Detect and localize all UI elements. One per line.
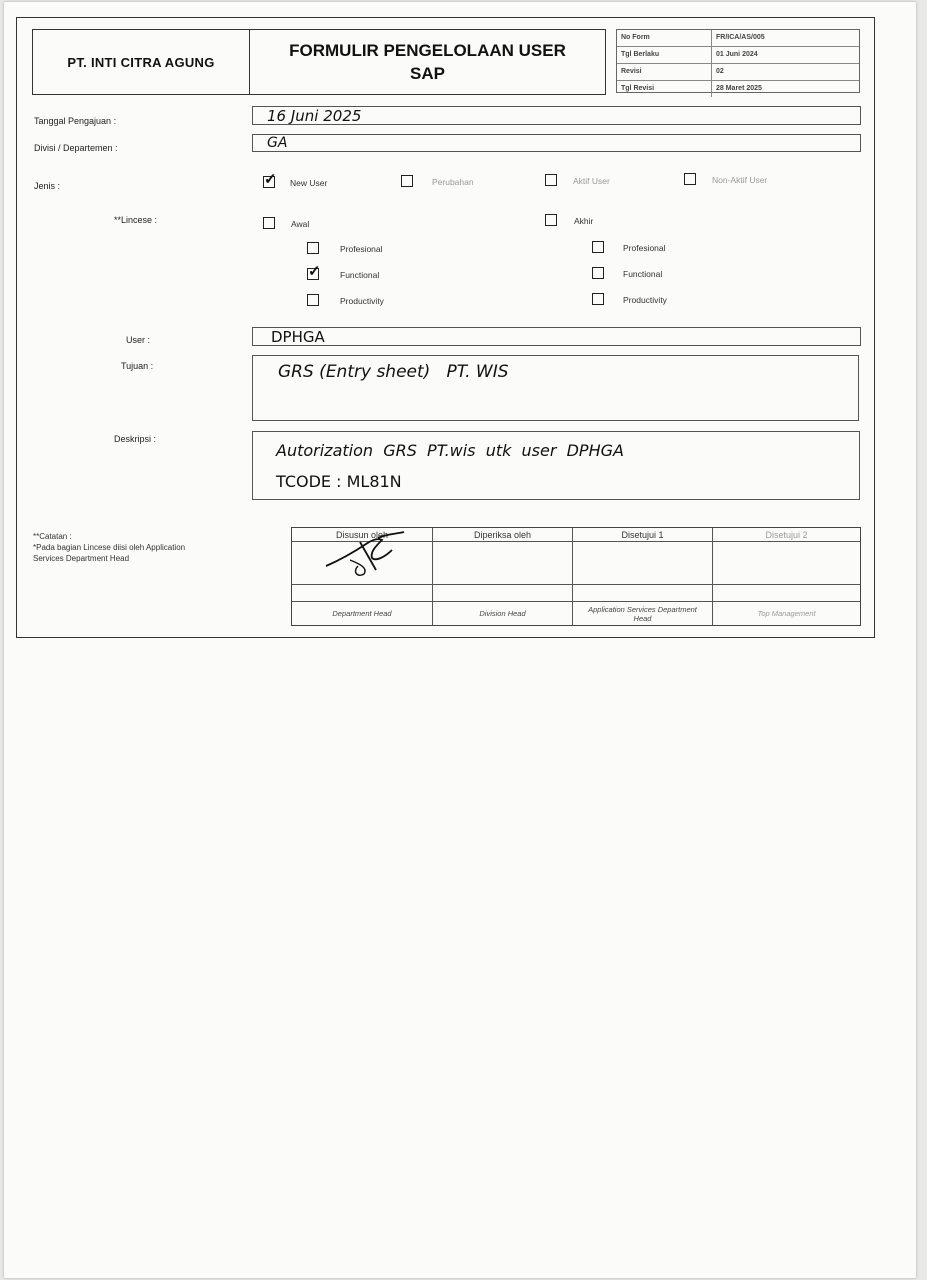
jenis-aktif-user-label: Aktif User [573, 176, 610, 186]
lincese-akhir-label: Akhir [574, 216, 594, 226]
user-value: DPHGA [271, 328, 325, 346]
user-field[interactable] [252, 327, 861, 346]
deskripsi-field[interactable] [252, 431, 860, 500]
company-name: PT. INTI CITRA AGUNG [32, 29, 250, 95]
lincese-awal-label: Awal [291, 219, 310, 229]
handwritten-signature [320, 530, 410, 580]
akhir-functional-label: Functional [623, 269, 663, 279]
tanggal-field[interactable] [252, 106, 861, 125]
awal-profesional-checkbox[interactable] [307, 242, 319, 254]
deskripsi-line-2: TCODE : ML81N [276, 472, 402, 491]
notes [33, 531, 185, 564]
notes-line-2: Services Department Head [33, 554, 130, 563]
sig-spacer [433, 585, 573, 602]
akhir-productivity-checkbox[interactable] [592, 293, 604, 305]
sig-header: Disetujui 2 [713, 528, 860, 542]
meta-value: 01 Juni 2024 [716, 51, 758, 58]
checkmark-icon: ✓ [308, 263, 321, 280]
awal-productivity-checkbox[interactable] [307, 294, 319, 306]
meta-value: 02 [716, 68, 724, 75]
sig-header: Disetujui 1 [573, 528, 713, 542]
meta-key: Revisi [617, 64, 712, 80]
jenis-new-user-checkbox[interactable] [263, 171, 277, 188]
awal-profesional-label: Profesional [340, 244, 383, 254]
jenis-new-user-label: New User [290, 178, 328, 188]
sig-role: Division Head [433, 602, 573, 625]
signature-box-3[interactable] [573, 542, 713, 585]
deskripsi-line-1: Autorization GRS PT.wis utk user DPHGA [276, 441, 624, 460]
jenis-perubahan-label: Perubahan [432, 177, 474, 187]
lincese-akhir-checkbox[interactable] [545, 214, 557, 226]
form-title-text: FORMULIR PENGELOLAAN USER SAP [289, 41, 566, 83]
meta-row [617, 30, 859, 47]
lincese-label: **Lincese : [114, 215, 158, 225]
tujuan-label: Tujuan : [121, 361, 154, 371]
sig-role: Department Head [292, 602, 433, 625]
awal-productivity-label: Productivity [340, 296, 384, 306]
form-title [250, 29, 606, 95]
sig-role: Application Services Department Head [573, 602, 713, 625]
signature-box-2[interactable] [433, 542, 573, 585]
awal-functional-checkbox[interactable] [307, 263, 321, 280]
deskripsi-label: Deskripsi : [114, 434, 157, 444]
meta-value: FR/ICA/AS/005 [716, 34, 765, 41]
sig-spacer [713, 585, 860, 602]
lincese-awal-checkbox[interactable] [263, 217, 275, 229]
divisi-label: Divisi / Departemen : [34, 143, 118, 153]
jenis-non-aktif-user-label: Non-Aktif User [712, 175, 768, 185]
signature-table [291, 527, 861, 626]
sig-spacer [573, 585, 713, 602]
meta-key: Tgl Berlaku [617, 47, 712, 63]
tanggal-label: Tanggal Pengajuan : [34, 116, 117, 126]
meta-row [617, 47, 859, 64]
tujuan-field[interactable] [252, 355, 859, 421]
sig-header: Diperiksa oleh [433, 528, 573, 542]
divisi-field[interactable] [252, 134, 861, 152]
meta-value: 28 Maret 2025 [716, 85, 762, 92]
meta-key: No Form [617, 30, 712, 46]
user-label: User : [126, 335, 151, 345]
akhir-profesional-label: Profesional [623, 243, 666, 253]
sig-role: Top Management [757, 609, 816, 618]
akhir-profesional-checkbox[interactable] [592, 241, 604, 253]
notes-title: **Catatan : [33, 532, 72, 541]
sig-header: Disusun oleh [292, 528, 433, 542]
sig-spacer [292, 585, 433, 602]
meta-row [617, 81, 859, 97]
jenis-non-aktif-user-checkbox[interactable] [684, 173, 696, 185]
meta-row [617, 64, 859, 81]
awal-functional-label: Functional [340, 270, 380, 280]
akhir-productivity-label: Productivity [623, 295, 667, 305]
signature-box-4[interactable] [713, 542, 860, 585]
signature-box-1[interactable] [292, 542, 433, 585]
form-meta-table [616, 29, 860, 93]
jenis-aktif-user-checkbox[interactable] [545, 174, 557, 186]
divisi-value: GA [267, 135, 288, 151]
meta-key: Tgl Revisi [617, 81, 712, 97]
akhir-functional-checkbox[interactable] [592, 267, 604, 279]
jenis-label: Jenis : [34, 181, 61, 191]
checkmark-icon: ✓ [264, 171, 277, 188]
jenis-perubahan-checkbox[interactable] [401, 175, 413, 187]
tanggal-value: 16 Juni 2025 [267, 107, 362, 125]
notes-line-1: *Pada bagian Lincese diisi oleh Application [33, 543, 186, 552]
tujuan-value: GRS (Entry sheet) PT. WIS [278, 362, 509, 382]
